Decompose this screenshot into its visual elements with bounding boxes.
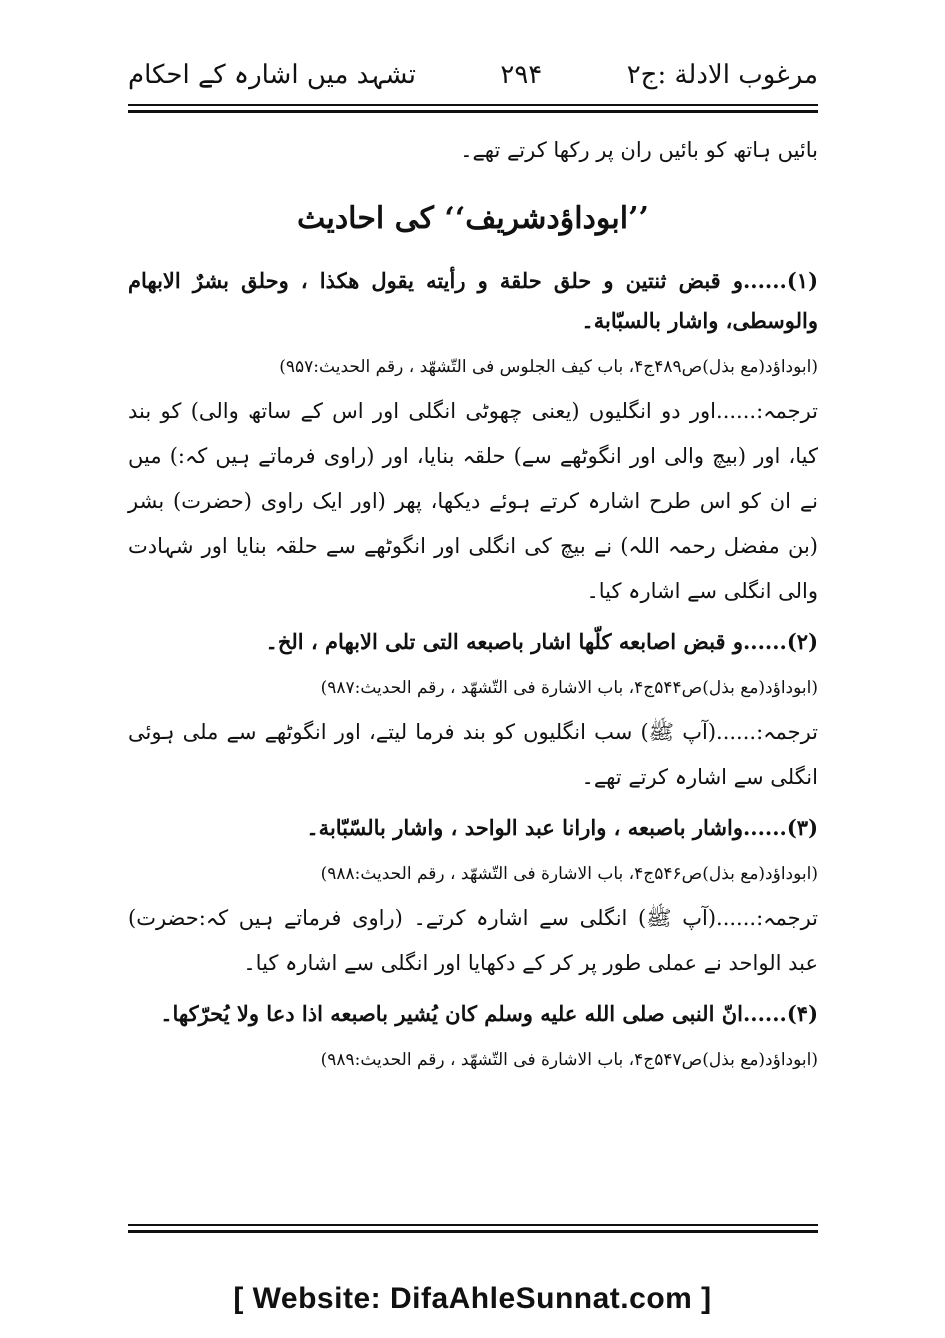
hadith-1-translation: ترجمہ:......اور دو انگلیوں (یعنی چھوٹی انگلی اور اس کے ساتھ والی) کو بند کیا، اور (بیچ والی اور انگوٹھے سے) حلقہ بنایا، اور (راوی فرماتے ہیں کہ:) میں نے ان کو اس طرح اشارہ کرتے ہوئے دیکھا، پھر (اور ایک راوی (حضرت) بشر (بن مفضل رحمہ اللہ) نے بیچ کی انگلی اور انگوٹھے سے حلقہ بنایا اور شہادت والی انگلی سے اشارہ کیا۔ (128, 399, 818, 603)
intro-line: بائیں ہاتھ کو بائیں ران پر رکھا کرتے تھے۔ (460, 138, 818, 162)
header-rule-thin (128, 104, 818, 106)
section-heading: ’’ابوداؤدشریف‘‘ کی احادیث (297, 201, 649, 236)
chapter-title: تشہد میں اشارہ کے احکام (128, 60, 416, 90)
page-header (128, 52, 818, 98)
hadith-3-translation: ترجمہ:......(آپ ﷺ) انگلی سے اشارہ کرتے۔ (راوی فرماتے ہیں کہ:حضرت) عبد الواحد نے عملی طور پر کر کے دکھایا اور انگلی سے اشارہ کیا۔ (128, 906, 818, 975)
hadith-1-reference: (ابوداؤد(مع بذل)ص۴۸۹ج۴، باب كيف الجلوس فى التّشهّد ، رقم الحديث:۹۵۷) (279, 357, 818, 377)
website-watermark: [ Website: DifaAhleSunnat.com ] (233, 1282, 712, 1315)
page-content (128, 128, 818, 1082)
header-rule-thick (128, 110, 818, 113)
hadith-1-arabic: (۱)......و قبض ثنتين و حلق حلقة و رأيته يقول هكذا ، وحلق بشرٌ الابهام والوسطى، واشار بالسبّابة۔ (128, 268, 818, 333)
hadith-4-arabic: (۴)......انّ النبى صلى الله عليه وسلم كان يُشير باصبعه اذا دعا ولا يُحرّكها۔ (160, 1001, 818, 1026)
hadith-2-arabic: (۲)......و قبض اصابعه كلّها اشار باصبعه التى تلى الابهام ، الخ۔ (265, 629, 818, 654)
footer-rule-thick (128, 1230, 818, 1233)
hadith-4-reference: (ابوداؤد(مع بذل)ص۵۴۷ج۴، باب الاشارة فى التّشهّد ، رقم الحديث:۹۸۹) (320, 1050, 818, 1070)
book-title: مرغوب الادلة :ج۲ (626, 60, 818, 90)
hadith-2-reference: (ابوداؤد(مع بذل)ص۵۴۴ج۴، باب الاشارة فى التّشهّد ، رقم الحديث:۹۸۷) (320, 678, 818, 698)
footer-rule-thin (128, 1224, 818, 1226)
hadith-2-translation: ترجمہ:......(آپ ﷺ) سب انگلیوں کو بند فرما لیتے، اور انگوٹھے سے ملی ہوئی انگلی سے اشارہ کرتے تھے۔ (128, 720, 818, 789)
hadith-3-arabic: (۳)......واشار باصبعه ، وارانا عبد الواحد ، واشار بالسّبّابة۔ (306, 815, 818, 840)
page-number: ۲۹۴ (500, 60, 543, 90)
hadith-3-reference: (ابوداؤد(مع بذل)ص۵۴۶ج۴، باب الاشارة فى التّشهّد ، رقم الحديث:۹۸۸) (320, 864, 818, 884)
